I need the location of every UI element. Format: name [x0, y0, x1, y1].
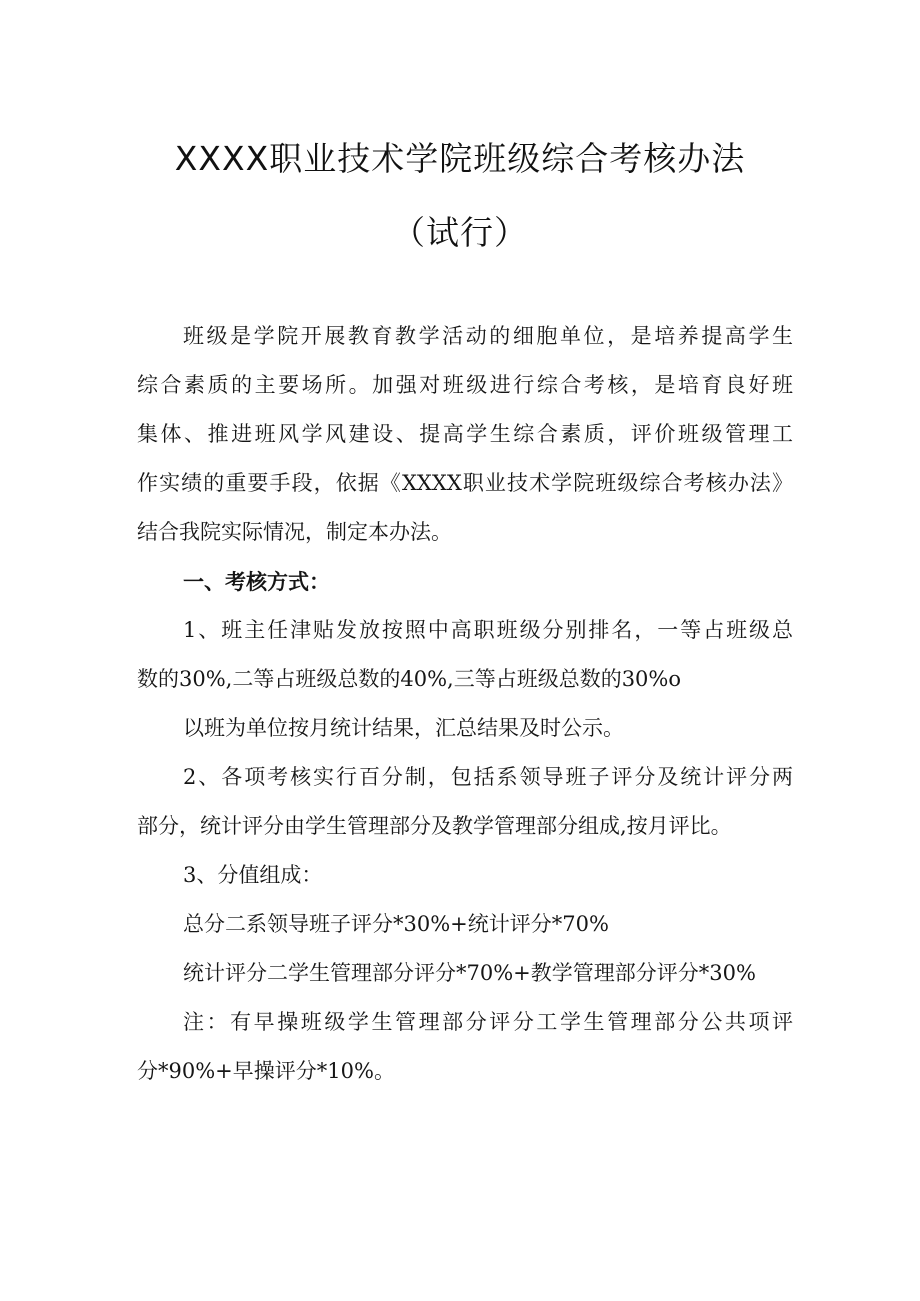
item-1-line: 1、班主任津贴发放按照中高职班级分别排名，一等占班级总 — [183, 618, 793, 642]
item-1-note: 以班为单位按月统计结果，汇总结果及时公示。 — [183, 716, 624, 740]
document-body — [137, 312, 793, 1096]
intro-line: 结合我院实际情况，制定本办法。 — [137, 520, 452, 544]
item-2-paragraph — [137, 753, 793, 851]
document-subtitle: （试行） — [392, 213, 528, 252]
note-paragraph — [137, 998, 793, 1096]
note-line: 注：有早操班级学生管理部分评分工学生管理部分公共项评 — [183, 1010, 793, 1034]
intro-paragraph — [137, 312, 793, 557]
formula-stat: 统计评分二学生管理部分评分*70%+教学管理部分评分*30% — [183, 961, 756, 985]
item-1-line: 数的30%,二等占班级总数的40%,三等占班级总数的30%o — [137, 667, 682, 691]
intro-line: 作实绩的重要手段，依据《XXXX职业技术学院班级综合考核办法》 — [137, 471, 793, 495]
intro-line: 集体、推进班风学风建设、提高学生综合素质，评价班级管理工 — [137, 422, 793, 446]
formula-total: 总分二系领导班子评分*30%+统计评分*70% — [183, 912, 609, 936]
item-3-heading: 3、分值组成： — [183, 863, 323, 887]
item-2-line: 2、各项考核实行百分制，包括系领导班子评分及统计评分两 — [183, 765, 793, 789]
item-2-line: 部分，统计评分由学生管理部分及教学管理部分组成,按月评比。 — [137, 814, 732, 838]
document-title: XXXX职业技术学院班级综合考核办法 — [174, 139, 746, 178]
intro-line: 班级是学院开展教育教学活动的细胞单位，是培养提高学生 — [183, 324, 793, 348]
section-heading: 一、考核方式： — [183, 569, 330, 594]
intro-line: 综合素质的主要场所。加强对班级进行综合考核，是培育良好班 — [137, 373, 793, 397]
note-line: 分*90%+早操评分*10%。 — [137, 1059, 395, 1083]
item-1-paragraph — [137, 606, 793, 704]
